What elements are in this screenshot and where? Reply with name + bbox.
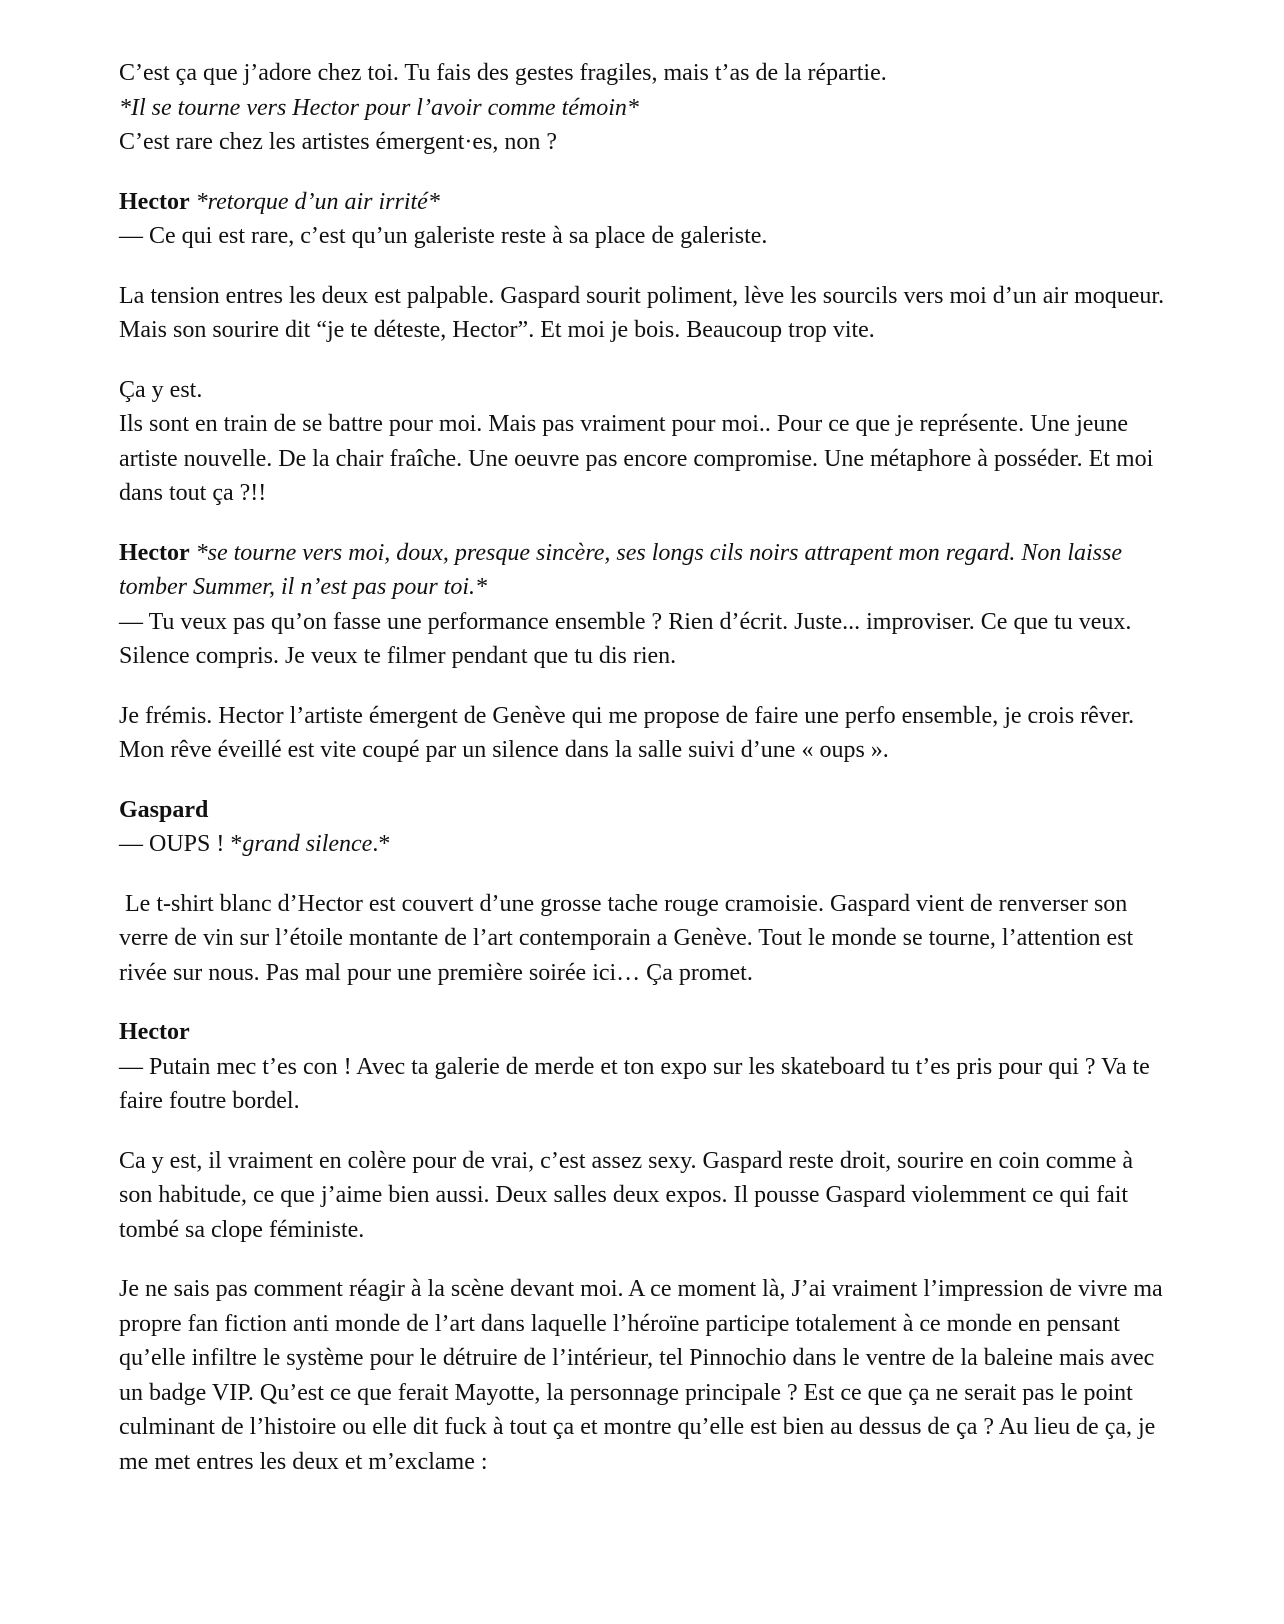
stage-direction: *retorque d’un air irrité*	[195, 188, 440, 215]
paragraph-narration: La tension entres les deux est palpable. Gaspard sourit poliment, lève les sourcils vers moi d’un air moqueur. Mais son sourire dit “je te déteste, Hector”. Et moi je bois. Beaucoup trop vite.	[119, 282, 1165, 343]
paragraph-narration: Je ne sais pas comment réagir à la scène devant moi. A ce moment là, J’ai vraiment l’impression de vivre ma propre fan fiction anti monde de l’art dans laquelle l’héroïne participe totalement à ce monde en pensant qu’elle infiltre le système pour le détruire de l’intérieur, tel Pinnochio dans le ventre de la baleine mais avec un badge VIP. Qu’est ce que ferait Mayotte, la personnage principale ? Est ce que ça ne serait pas le point culminant de l’histoire ou elle dit fuck à tout ça et montre qu’elle est bien au dessus de ça ? Au lieu de ça, je me met entres les deux et m’exclame :	[119, 1276, 1163, 1475]
speaker-name: Gaspard	[119, 796, 209, 823]
speaker-name: Hector	[119, 188, 190, 215]
dialogue-line: C’est ça que j’adore chez toi. Tu fais des gestes fragiles, mais t’as de la répartie.	[119, 60, 887, 86]
paragraph-narration	[119, 373, 1169, 511]
paragraph-narration: Je frémis. Hector l’artiste émergent de Genève qui me propose de faire une perfo ensemble, je crois rêver. Mon rêve éveillé est vite coupé par un silence dans la salle suivi d’une « oups ».	[119, 702, 1135, 763]
paragraph-dialogue-gaspard	[119, 56, 1169, 160]
paragraph-dialogue-hector	[119, 536, 1169, 674]
dialogue-text-end: .*	[372, 831, 391, 857]
stage-direction: *Il se tourne vers Hector pour l’avoir comme témoin*	[119, 94, 639, 121]
dialogue-line	[119, 827, 1169, 862]
narration-text: Ils sont en train de se battre pour moi. Mais pas vraiment pour moi.. Pour ce que je représente. Une jeune artiste nouvelle. De la chair fraîche. Une oeuvre pas encore compromise. Une métaphore à posséder. Et moi dans tout ça ?!!	[119, 411, 1154, 506]
paragraph-dialogue-hector	[119, 185, 1169, 254]
dialogue-text: — OUPS ! *	[119, 831, 243, 857]
speaker-name: Hector	[119, 539, 190, 566]
paragraph-narration: Le t-shirt blanc d’Hector est couvert d’une grosse tache rouge cramoisie. Gaspard vient de renverser son verre de vin sur l’étoile montante de l’art contemporain a Genève. Tout le monde se tourne, l’attention est rivée sur nous. Pas mal pour une première soirée ici… Ça promet.	[119, 890, 1140, 986]
paragraph-dialogue-hector	[119, 1015, 1169, 1119]
dialogue-line: — Tu veux pas qu’on fasse une performance ensemble ? Rien d’écrit. Juste... improviser. Ce que tu veux. Silence compris. Je veux te filmer pendant que tu dis rien.	[119, 608, 1132, 669]
document-body	[119, 56, 1169, 1504]
stage-direction: *se tourne vers moi, doux, presque sincère, ses longs cils noirs attrapent mon regard. Non laisse tomber Summer, il n’est pas pour toi.*	[119, 539, 1122, 600]
dialogue-line: — Putain mec t’es con ! Avec ta galerie de merde et ton expo sur les skateboard tu t’es pris pour qui ? Va te faire foutre bordel.	[119, 1053, 1150, 1114]
stage-direction: grand silence	[242, 831, 373, 857]
paragraph-narration: Ca y est, il vraiment en colère pour de vrai, c’est assez sexy. Gaspard reste droit, sourire en coin comme à son habitude, ce que j’aime bien aussi. Deux salles deux expos. Il pousse Gaspard violemment ce qui fait tombé sa clope féministe.	[119, 1147, 1134, 1243]
dialogue-line: C’est rare chez les artistes émergent·es, non ?	[119, 129, 558, 155]
dialogue-line: — Ce qui est rare, c’est qu’un galeriste reste à sa place de galeriste.	[119, 223, 768, 249]
paragraph-dialogue-gaspard	[119, 793, 1169, 862]
speaker-name: Hector	[119, 1019, 190, 1045]
narration-line: Ça y est.	[119, 376, 203, 403]
